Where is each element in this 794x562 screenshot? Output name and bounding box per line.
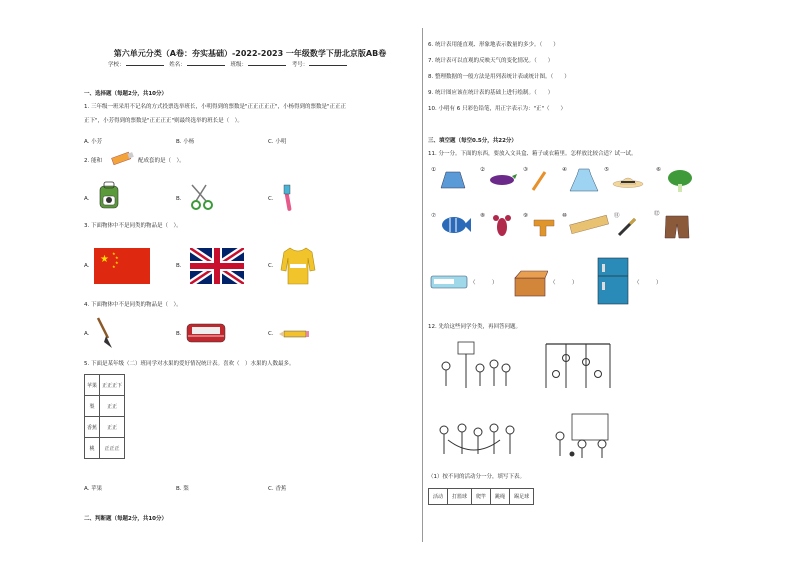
q1-text-line2: 正下"，小芳得到的票数是"正正正正"则最终选举的班长是（ ）。 (84, 118, 243, 124)
pencil-box-icon (430, 272, 468, 292)
q3-option-c[interactable]: C. (268, 263, 274, 269)
left-column (80, 0, 420, 562)
china-flag-icon (94, 248, 150, 284)
pole-climbing-scene-icon (542, 340, 614, 390)
uk-flag-icon (190, 248, 244, 284)
q2-option-c[interactable]: C. (268, 196, 274, 202)
column-divider (422, 28, 423, 542)
item-number-5: ⑤ (604, 167, 609, 173)
q5-option-c[interactable]: C. 香蕉 (268, 486, 287, 492)
dress-icon (569, 167, 599, 193)
table-row: 桃 正正正 (85, 438, 125, 459)
jump-rope-scene-icon (434, 410, 518, 460)
q1-text-line1: 1. 三年级一班采用不记名的方式投票选举班长，小明得到的票数是"正正正正正"，小杨得到的票数是"正正正 (84, 104, 347, 110)
fruit-tally-table (84, 374, 125, 459)
q1-option-b[interactable]: B. 小杨 (176, 139, 195, 145)
svg-text:★: ★ (112, 264, 116, 269)
basketball-scene-icon (434, 340, 514, 390)
q5-option-b[interactable]: B. 梨 (176, 486, 189, 492)
judge-q7: 7. 统计表可以直观的反映天气的变化情况。（ ） (428, 58, 554, 64)
table-row: 苹果 正正正下 (85, 375, 125, 396)
judge-q6: 6. 统计表用能直观、形象地表示数量的多少。（ ） (428, 42, 559, 48)
page-title: 第六单元分类（A卷：夯实基础）-2022-2023 一年级数学下册北京版AB卷 (113, 49, 387, 58)
svg-text:★: ★ (112, 251, 116, 256)
scarf-icon (532, 214, 556, 238)
section2-header: 二、判断题（每题2分，共10分） (84, 516, 167, 522)
q11-text: 11. 分一分。下面的东西，要放入文具盒、箱子或衣箱里。怎样放比较合适？试一试。 (428, 151, 637, 157)
skirt-icon (440, 170, 466, 190)
judge-q8: 8. 整理数据的一般方法是用列表统计表或统计图。（ ） (428, 74, 570, 80)
item-number-9: ⑨ (523, 213, 528, 219)
answer-paren-3[interactable]: （ ） (634, 280, 662, 286)
section1-header: 一、选择题（每题2分，共10分） (84, 91, 167, 97)
wardrobe-icon (596, 256, 630, 306)
answer-paren-1[interactable]: （ ） (470, 280, 498, 286)
soccer-scene-icon (542, 410, 618, 460)
q5-text: 5. 下面是某年级（二）班同学对水果的爱好情况统计表。喜欢（ ）水果的人数最多。 (84, 361, 295, 367)
judge-q10: 10. 小明有 6 只彩色铅笔，用正字表示为："正"（ ） (428, 106, 567, 112)
answer-paren-2[interactable]: （ ） (550, 280, 578, 286)
vegetable-icon (666, 168, 694, 192)
item-number-10: ⑩ (562, 213, 567, 219)
toothbrush-icon (280, 183, 296, 213)
pencil-case-icon (186, 322, 226, 344)
q2-text-post: 配成套的是（ ）。 (138, 158, 185, 164)
q4-text: 4. 下面物体中不是同类的物品是（ ）。 (84, 302, 182, 308)
item-number-4: ④ (562, 167, 567, 173)
judge-q9: 9. 统计图应该在统计表的基础上进行绘制。（ ） (428, 90, 554, 96)
q5-option-a[interactable]: A. 苹果 (84, 486, 103, 492)
pencil-icon (530, 170, 548, 192)
ruler-icon (568, 214, 610, 236)
table-row: 香蕉 正正 (85, 417, 125, 438)
q12-sub-text: （1）按不同的活动分一分，填写下表。 (428, 474, 526, 480)
item-number-3: ③ (523, 167, 528, 173)
right-column (428, 0, 718, 562)
pen-icon (616, 216, 638, 238)
shorts-icon (664, 214, 690, 240)
item-number-1: ① (431, 167, 436, 173)
activity-table (428, 488, 534, 505)
table-row: 活动 打篮球 爬竿 跳绳 踢足球 (429, 489, 534, 505)
item-number-2: ② (480, 167, 485, 173)
toothpaste-icon (110, 150, 136, 166)
q4-option-a[interactable]: A. (84, 331, 90, 337)
q3-option-b[interactable]: B. (176, 263, 182, 269)
item-number-7: ⑦ (431, 213, 436, 219)
q4-option-b[interactable]: B. (176, 331, 182, 337)
item-number-6: ⑥ (656, 167, 661, 173)
q1-option-a[interactable]: A. 小芳 (84, 139, 103, 145)
svg-text:★: ★ (100, 254, 109, 265)
q1-option-c[interactable]: C. 小明 (268, 139, 287, 145)
q3-option-a[interactable]: A. (84, 263, 90, 269)
q4-option-c[interactable]: C. (268, 331, 274, 337)
section3-header: 三、填空题（每空0.5分，共22分） (428, 138, 517, 144)
q2-text-pre: 2. 能和 (84, 158, 102, 164)
student-info: 学校： 姓名： 班级： 考号： (108, 60, 351, 68)
pencil-icon (278, 330, 310, 338)
paintbrush-icon (94, 316, 114, 350)
eggplant-icon (488, 172, 518, 186)
backpack-icon (96, 180, 122, 210)
box-icon (512, 268, 548, 298)
q2-option-a[interactable]: A. (84, 196, 90, 202)
fish-icon (440, 215, 472, 235)
q2-option-b[interactable]: B. (176, 196, 182, 202)
hat-icon (612, 172, 644, 188)
table-row: 梨 正正 (85, 396, 125, 417)
svg-text:★: ★ (115, 260, 119, 265)
item-number-12: ⑫ (654, 211, 660, 217)
lobster-icon (492, 213, 512, 239)
sweater-icon (280, 244, 316, 286)
item-number-11: ⑪ (614, 213, 620, 219)
q12-text: 12. 先给这些同学分类，再回答问题。 (428, 324, 521, 330)
scissors-icon (188, 183, 214, 211)
svg-text:★: ★ (115, 255, 119, 260)
item-number-8: ⑧ (480, 213, 485, 219)
q3-text: 3. 下面物体中不是同类的物品是（ ）。 (84, 223, 182, 229)
